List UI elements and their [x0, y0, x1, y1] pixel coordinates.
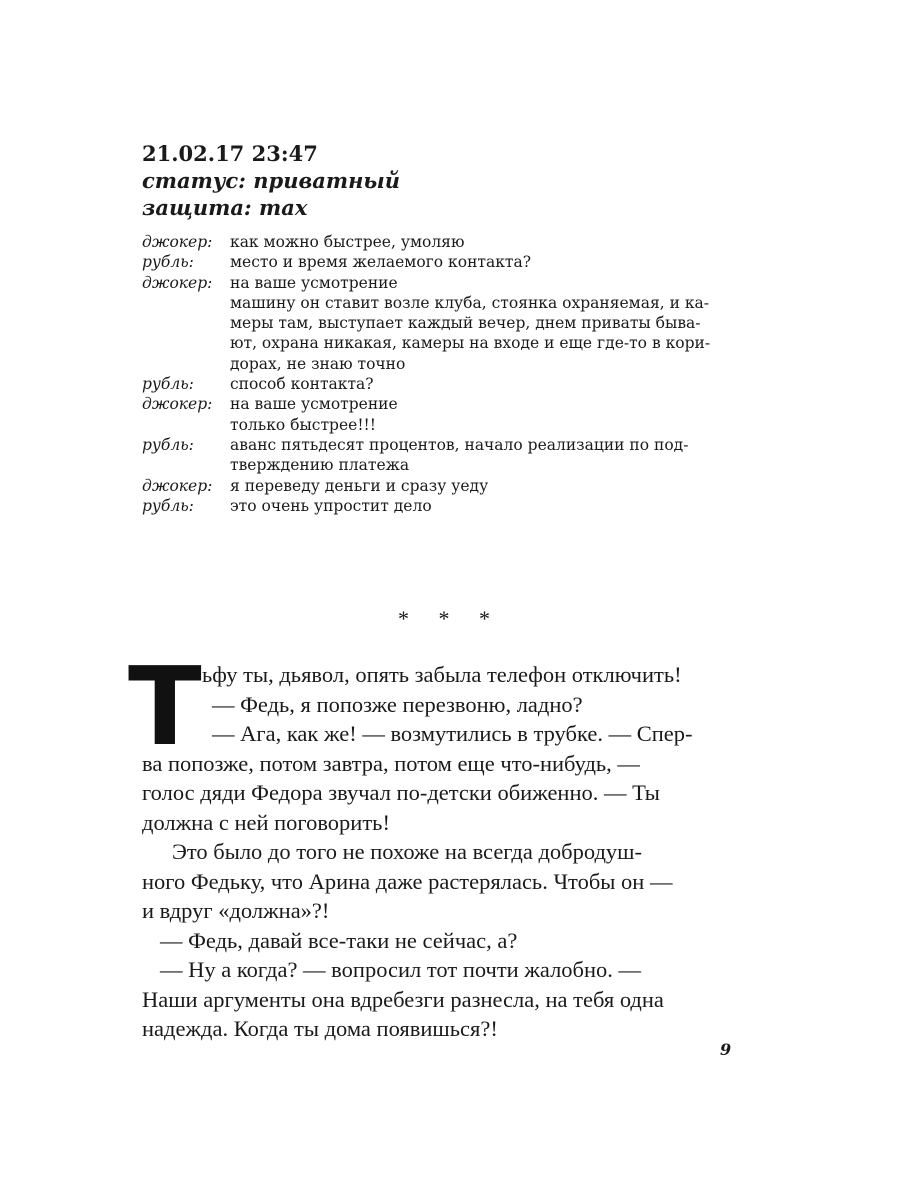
- prose-line: — Федь, я попозже перезвоню, ладно?: [212, 691, 583, 717]
- prose-line: Это было до того не похоже на всегда добродуш-: [172, 839, 642, 864]
- prose-line: должна с ней поговорить!: [142, 809, 390, 835]
- page-number: 9: [720, 1040, 732, 1059]
- chat-header: [142, 140, 400, 221]
- chat-text-line: на ваше усмотрение: [230, 395, 398, 414]
- prose-line: — Ага, как же! — возмутились в трубке. — Спер-: [212, 721, 693, 746]
- prose-line: — Ну а когда? — вопросил тот почти жалобно. —: [160, 957, 642, 982]
- chat-author: джокер:: [142, 395, 213, 414]
- drop-cap: Т: [128, 645, 202, 770]
- chat-text-line: я переведу деньги и сразу уеду: [230, 476, 489, 495]
- chat-text-line: ют, охрана никакая, камеры на входе и еще где-то в кори-: [230, 334, 711, 353]
- chat-text-line: дорах, не знаю точно: [230, 354, 406, 373]
- chat-message: [142, 476, 742, 496]
- chat-text-line: как можно быстрее, умоляю: [230, 233, 465, 251]
- chat-text-line: место и время желаемого контакта?: [230, 253, 532, 272]
- prose-line: Наши аргументы она вдребезги разнесла, на тебя одна: [142, 986, 664, 1012]
- chat-message: [142, 435, 742, 476]
- chat-message: [142, 394, 742, 435]
- chat-text-line: меры там, выступает каждый вечер, днем приваты быва-: [230, 314, 701, 333]
- chat-message: [142, 374, 742, 394]
- chat-message: [142, 496, 742, 516]
- chat-author: джокер:: [142, 233, 213, 251]
- chat-text-line: аванс пятьдесят процентов, начало реализации по под-: [230, 435, 689, 454]
- chat-message: [142, 273, 742, 374]
- chat-message: [142, 252, 742, 272]
- chat-author: рубль:: [142, 496, 194, 515]
- section-separator: * * *: [398, 606, 502, 631]
- chat-text-line: на ваше усмотрение: [230, 273, 398, 292]
- chat-author: рубль:: [142, 375, 194, 394]
- chat-author: рубль:: [142, 253, 194, 272]
- prose-line: надежда. Когда ты дома появишься?!: [142, 1016, 498, 1041]
- prose-line: ьфу ты, дьявол, опять забыла телефон отключить!: [202, 662, 682, 687]
- chat-text-line: только быстрее!!!: [230, 415, 377, 434]
- prose-line: ного Федьку, что Арина даже растерялась. Чтобы он —: [142, 868, 673, 894]
- prose-body: [142, 660, 732, 1044]
- prose-line: и вдруг «должна»?!: [142, 898, 330, 923]
- chat-message: [142, 232, 742, 252]
- timestamp: 21.02.17 23:47: [142, 141, 318, 166]
- chat-text-line: тверждению платежа: [230, 456, 410, 475]
- chat-author: рубль:: [142, 435, 194, 454]
- chat-text-line: машину он ставит возле клуба, стоянка охраняемая, и ка-: [230, 293, 710, 312]
- prose-line: ва попозже, потом завтра, потом еще что-нибудь, —: [142, 750, 640, 776]
- chat-author: джокер:: [142, 273, 213, 292]
- protection-line: защита: max: [142, 195, 308, 220]
- chat-log: [142, 232, 742, 516]
- chat-text-line: это очень упростит дело: [230, 496, 432, 515]
- prose-line: голос дяди Федора звучал по-детски обиженно. — Ты: [142, 780, 660, 805]
- chat-author: джокер:: [142, 476, 213, 495]
- chat-text-line: способ контакта?: [230, 375, 374, 394]
- prose-line: — Федь, давай все-таки не сейчас, а?: [160, 927, 518, 953]
- status-line: статус: приватный: [142, 168, 401, 193]
